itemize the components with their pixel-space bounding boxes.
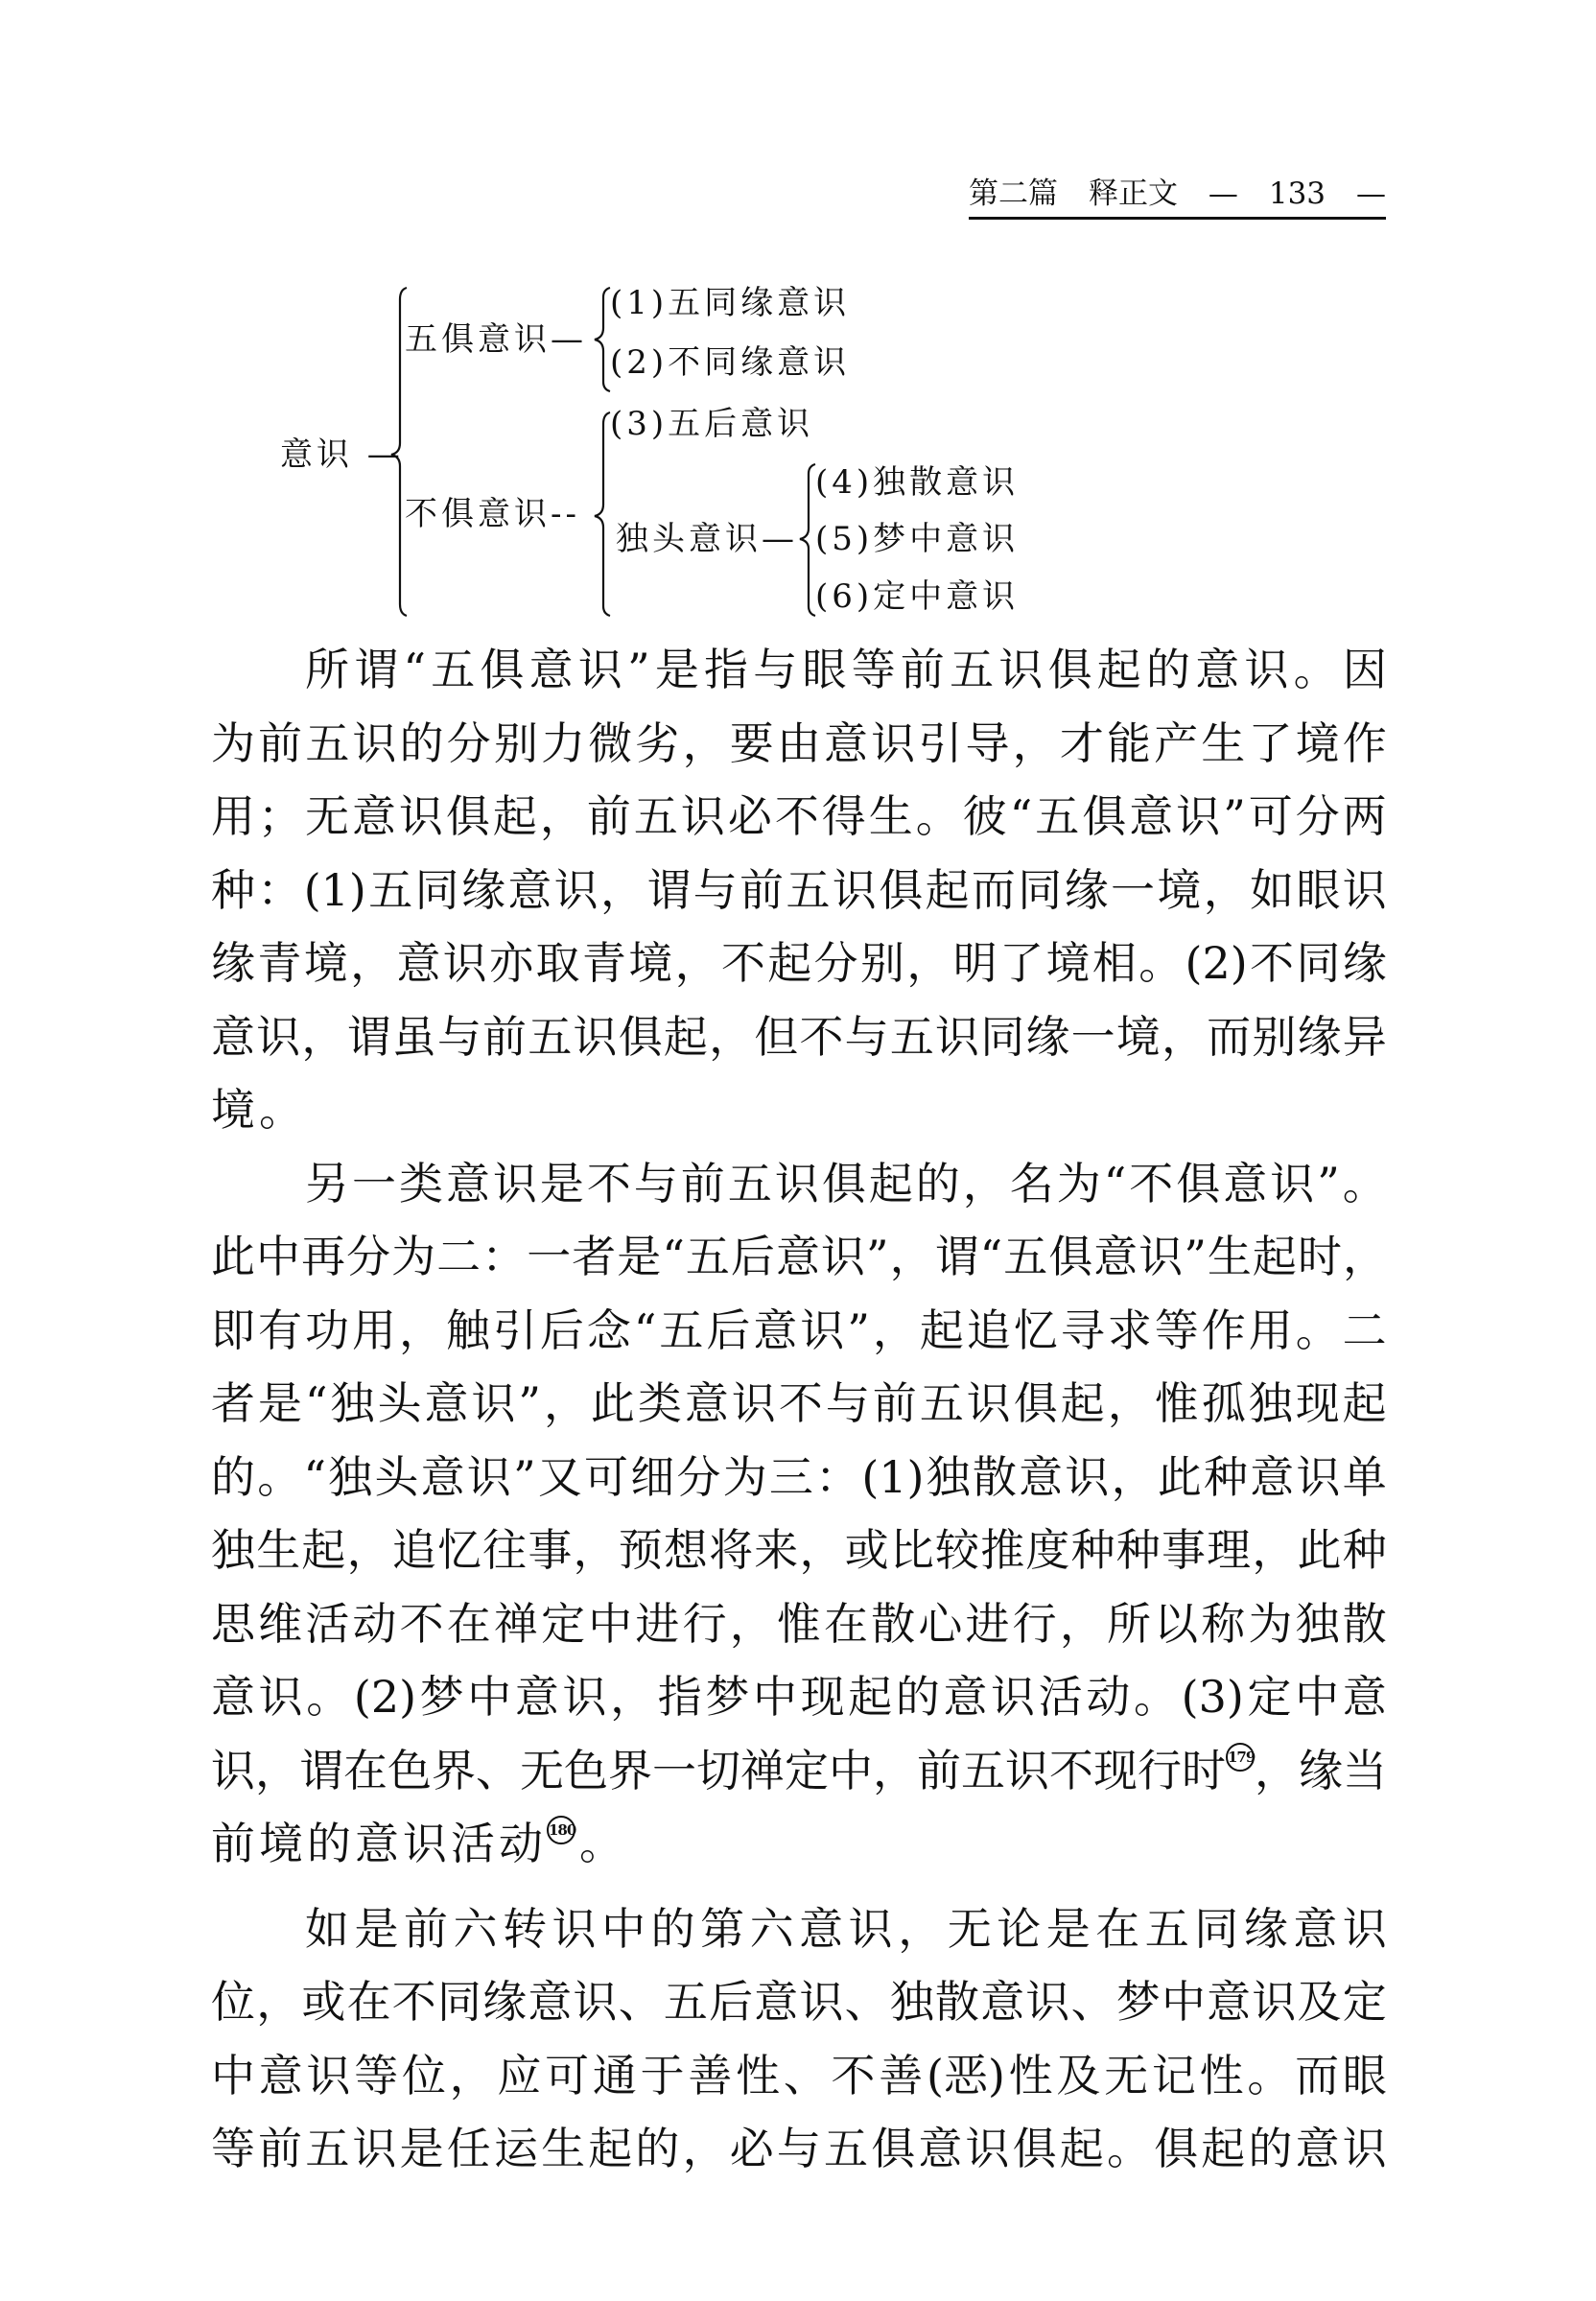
diagram-subgroup-label: 独头意识—: [616, 520, 798, 558]
diagram-item-4: (4)独散意识: [815, 463, 1020, 502]
body-text: [211, 633, 1387, 2186]
header-dash-left: —: [1208, 176, 1238, 211]
diagram-item-6: (6)定中意识: [815, 577, 1020, 616]
text-line: 即 有 功 用 ， 触 引 后 念 “ 五 后 意 识 ” ， 起 追 忆 寻 求 等 作 用 。 二: [211, 1303, 1387, 1356]
text-line: 的 。 “ 独 头 意 识 ” 又 可 细 分 为 三 ： (1) 独 散 意 识 ， 此 种 意 识 单: [211, 1450, 1387, 1503]
diagram-item-2: (2)不同缘意识: [610, 343, 851, 382]
diagram-item-5: (5)梦中意识: [815, 520, 1020, 558]
text-line: 者 是 “ 独 头 意 识 ” ， 此 类 意 识 不 与 前 五 识 俱 起 ， 惟 孤 独 现 起: [211, 1377, 1387, 1429]
classification-diagram: [0, 0, 1596, 633]
text-line: 另 一 类 意 识 是 不 与 前 五 识 俱 起 的 ， 名 为 “ 不 俱 意 识 ” 。: [305, 1157, 1387, 1209]
brace-group2: [595, 412, 610, 616]
text-line: 意 识 ， 谓 虽 与 前 五 识 俱 起 ， 但 不 与 五 识 同 缘 一 境 ， 而 别 缘 异: [211, 1010, 1387, 1063]
text-segment: 前 境 的 意 识 活 动: [211, 1818, 543, 1869]
text-line: 思 维 活 动 不 在 禅 定 中 进 行 ， 惟 在 散 心 进 行 ， 所 以 称 为 独 散: [211, 1597, 1387, 1650]
text-line-with-footnote: [211, 1734, 1387, 1808]
text-line: 此 中 再 分 为 二 ： 一 者 是 “ 五 后 意 识 ” ， 谓 “ 五 俱 意 识 ” 生 起 时 ，: [211, 1231, 1387, 1282]
header-dash-right: —: [1355, 176, 1386, 211]
text-line: 所 谓 “ 五 俱 意 识 ” 是 指 与 眼 等 前 五 识 俱 起 的 意 识 。 因: [305, 644, 1387, 695]
text-line: 种 ： (1) 五 同 缘 意 识 ， 谓 与 前 五 识 俱 起 而 同 缘 一 境 ， 如 眼 识: [211, 863, 1387, 916]
text-line-with-footnote: [211, 1807, 1387, 1881]
text-line: 为 前 五 识 的 分 别 力 微 劣 ， 要 由 意 识 引 导 ， 才 能 产 生 了 境 作: [211, 716, 1387, 769]
diagram-group2-label: 不俱意识--: [405, 495, 580, 533]
header-section: 释正文: [1088, 176, 1178, 211]
text-segment: 识 ， 谓 在 色 界 、 无 色 界 一 切 禅 定 中 ， 前 五 识 不 现 行 时: [211, 1744, 1226, 1796]
text-line: 缘 青 境 ， 意 识 亦 取 青 境 ， 不 起 分 别 ， 明 了 境 相 。 (2) 不 同 缘: [211, 937, 1387, 989]
footnote-marker-179[interactable]: 179: [1226, 1743, 1255, 1772]
text-line: 位 ， 或 在 不 同 缘 意 识 、 五 后 意 识 、 独 散 意 识 、 梦 中 意 识 及 定: [211, 1976, 1387, 2028]
text-line: 独 生 起 ， 追 忆 往 事 ， 预 想 将 来 ， 或 比 较 推 度 种 种 事 理 ， 此 种: [211, 1524, 1387, 1576]
paragraph-1: [211, 633, 1387, 1147]
text-line: 意 识 。 (2) 梦 中 意 识 ， 指 梦 中 现 起 的 意 识 活 动 。 (3) 定 中 意: [211, 1671, 1387, 1723]
diagram-group1-label: 五俱意识—: [405, 320, 587, 359]
text-segment: 。: [579, 1818, 623, 1869]
text-line: 等 前 五 识 是 任 运 生 起 的 ， 必 与 五 俱 意 识 俱 起 。 俱 起 的 意 识: [211, 2123, 1387, 2174]
text-line: 如 是 前 六 转 识 中 的 第 六 意 识 ， 无 论 是 在 五 同 缘 意 识: [305, 1902, 1387, 1955]
brace-group1: [595, 288, 610, 391]
paragraph-3: [211, 1892, 1387, 2186]
header-chapter: 第二篇: [969, 176, 1058, 211]
diagram-item-1: (1)五同缘意识: [610, 284, 851, 322]
text-line: 用 ； 无 意 识 俱 起 ， 前 五 识 必 不 得 生 。 彼 “ 五 俱 意 识 ” 可 分 两: [211, 790, 1387, 842]
paragraph-2: [211, 1147, 1387, 1881]
text-line: 境 。: [211, 1084, 303, 1136]
brace-subgroup: [800, 464, 815, 616]
diagram-item-3: (3)五后意识: [610, 405, 814, 443]
text-line: 中 意 识 等 位 ， 应 可 通 于 善 性 、 不 善 (恶) 性 及 无 记 性 。 而 眼: [211, 2049, 1387, 2101]
page-number: 133: [1268, 176, 1326, 211]
diagram-root: 意识 —: [280, 435, 404, 474]
footnote-marker-180[interactable]: 180: [547, 1816, 575, 1844]
text-segment: ， 缘 当: [1255, 1744, 1387, 1796]
